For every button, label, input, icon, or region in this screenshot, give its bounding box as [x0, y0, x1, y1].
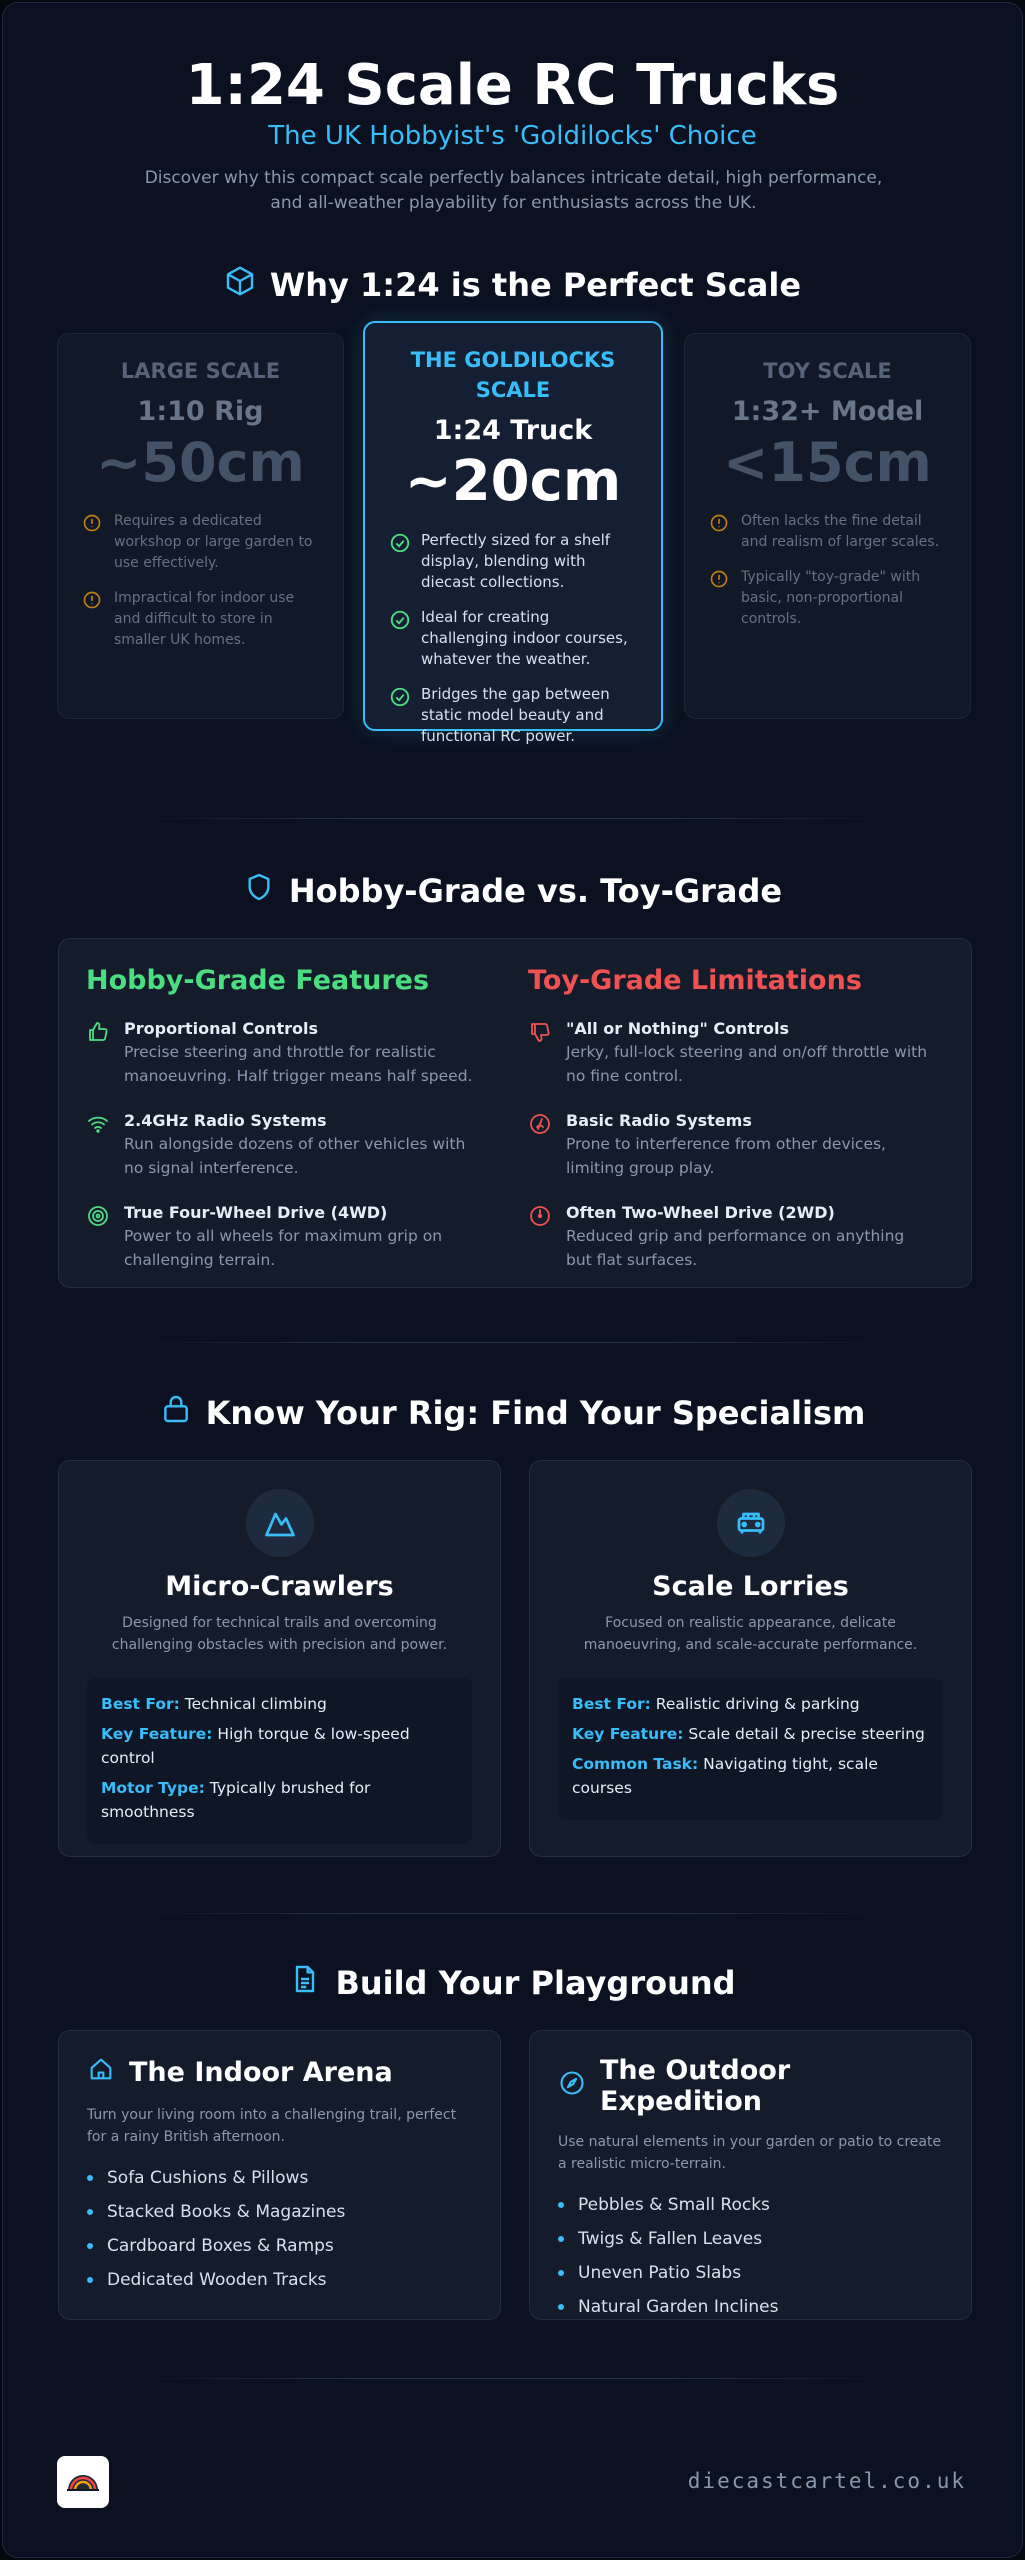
scale-model: 1:24 Truck — [433, 415, 593, 446]
hobby-grade-column — [86, 965, 486, 1294]
scale-size: ~20cm — [404, 449, 622, 514]
page-title: 1:24 Scale RC Trucks — [185, 53, 840, 118]
scale-card-large — [57, 333, 344, 719]
spec-row: Best For: Realistic driving & parking — [572, 1695, 860, 1713]
list-item: Bridges the gap between static model beauty and functional RC power. — [389, 684, 637, 747]
list-item: Requires a dedicated workshop or large garden to use effectively. — [82, 511, 319, 574]
check-circle-icon — [389, 684, 411, 747]
check-circle-icon — [389, 530, 411, 593]
warning-icon — [82, 511, 104, 574]
rig-card-scale-lorries — [529, 1460, 972, 1857]
play-title: The Outdoor Expedition — [600, 2055, 791, 2117]
list-item: Stacked Books & Magazines — [87, 2200, 472, 2224]
play-card-outdoor — [529, 2030, 972, 2320]
list-item: Sofa Cushions & Pillows — [87, 2166, 472, 2190]
section-title: Hobby-Grade vs. Toy-Grade — [288, 872, 783, 910]
section-title: Build Your Playground — [335, 1964, 736, 2002]
mountain-icon — [246, 1489, 314, 1557]
divider — [133, 1913, 894, 1914]
list-item: Dedicated Wooden Tracks — [87, 2268, 472, 2292]
scale-model: 1:10 Rig — [137, 396, 264, 427]
list-item: Cardboard Boxes & Ramps — [87, 2234, 472, 2258]
comparison-panel — [58, 938, 972, 1288]
divider — [133, 2378, 894, 2379]
play-section-heading — [3, 1963, 1022, 2003]
list-item: Impractical for indoor use and difficult to store in smaller UK homes. — [82, 588, 319, 651]
divider — [133, 1342, 894, 1343]
gauge-icon — [528, 1202, 552, 1272]
rig-title: Micro-Crawlers — [165, 1571, 394, 1602]
scale-card-toy — [684, 333, 971, 719]
site-url[interactable]: diecastcartel.co.uk — [687, 2469, 966, 2493]
list-item: Twigs & Fallen Leaves — [558, 2227, 943, 2251]
list-item: Often lacks the fine detail and realism of larger scales. — [709, 511, 946, 553]
infographic-page — [2, 2, 1023, 2558]
spec-row: Key Feature: Scale detail & precise steering — [572, 1725, 925, 1743]
warning-icon — [709, 511, 731, 553]
thumbs-down-icon — [528, 1018, 552, 1088]
scale-size: ~50cm — [96, 431, 305, 494]
home-icon — [87, 2055, 115, 2090]
play-card-indoor — [58, 2030, 501, 2320]
rig-title: Scale Lorries — [652, 1571, 849, 1602]
play-title: The Indoor Arena — [129, 2057, 393, 2088]
feature-item: Basic Radio Systems Prone to interference from other devices, limiting group play. — [528, 1110, 928, 1180]
scale-label: THE GOLDILOCKS SCALE — [410, 348, 616, 402]
divider — [133, 818, 894, 819]
list-item: Uneven Patio Slabs — [558, 2261, 943, 2285]
rig-card-micro-crawlers — [58, 1460, 501, 1857]
thumbs-up-icon — [86, 1018, 110, 1088]
rig-description: Focused on realistic appearance, delicate manoeuvring, and scale-accurate performance. — [583, 1615, 918, 1653]
target-icon — [86, 1202, 110, 1272]
list-item: Ideal for creating challenging indoor courses, whatever the weather. — [389, 607, 637, 670]
scale-label: TOY SCALE — [763, 359, 892, 383]
feature-item: 2.4GHz Radio Systems Run alongside dozens of other vehicles with no signal interference. — [86, 1110, 486, 1180]
warning-icon — [709, 567, 731, 630]
column-title: Hobby-Grade Features — [86, 965, 430, 996]
feature-item: Often Two-Wheel Drive (2WD) Reduced grip and performance on anything but flat surfaces. — [528, 1202, 928, 1272]
intro-text: Discover why this compact scale perfectly balances intricate detail, high performance, and all-weather playability for enthusiasts across the UK. — [144, 168, 883, 213]
warning-icon — [82, 588, 104, 651]
compass-icon — [558, 2069, 586, 2104]
spec-row: Common Task: Navigating tight, scale courses — [572, 1755, 878, 1797]
scale-size: <15cm — [723, 431, 932, 494]
feature-item: "All or Nothing" Controls Jerky, full-lock steering and on/off throttle with no fine control. — [528, 1018, 928, 1088]
check-circle-icon — [389, 607, 411, 670]
list-item: Typically "toy-grade" with basic, non-proportional controls. — [709, 567, 946, 630]
diecast-cartel-logo[interactable] — [57, 2456, 109, 2508]
spec-row: Best For: Technical climbing — [101, 1695, 327, 1713]
rig-specs — [558, 1678, 943, 1820]
play-description: Use natural elements in your garden or patio to create a realistic micro-terrain. — [558, 2134, 942, 2172]
list-item: Natural Garden Inclines — [558, 2295, 943, 2319]
toy-grade-column — [528, 965, 928, 1294]
list-item: Perfectly sized for a shelf display, blending with diecast collections. — [389, 530, 637, 593]
truck-icon — [717, 1489, 785, 1557]
compare-section-heading — [3, 871, 1022, 911]
signal-blocked-icon — [528, 1110, 552, 1180]
shield-icon — [243, 871, 275, 911]
document-icon — [289, 1963, 321, 2003]
rig-description: Designed for technical trails and overcoming challenging obstacles with precision and power. — [111, 1615, 448, 1653]
feature-item: Proportional Controls Precise steering and throttle for realistic manoeuvring. Half trigger means half speed. — [86, 1018, 486, 1088]
page-subtitle: The UK Hobbyist's 'Goldilocks' Choice — [268, 121, 757, 151]
play-description: Turn your living room into a challenging trail, perfect for a rainy British afternoon. — [87, 2107, 457, 2145]
section-title: Know Your Rig: Find Your Specialism — [205, 1394, 866, 1432]
spec-row: Motor Type: Typically brushed for smoothness — [101, 1779, 371, 1821]
lock-icon — [160, 1393, 192, 1433]
rig-specs — [87, 1678, 472, 1844]
wifi-icon — [86, 1110, 110, 1180]
rig-section-heading — [3, 1393, 1022, 1433]
scale-model: 1:32+ Model — [731, 396, 924, 427]
cube-icon — [224, 265, 256, 305]
list-item: Pebbles & Small Rocks — [558, 2193, 943, 2217]
section-title: Why 1:24 is the Perfect Scale — [269, 266, 802, 304]
scale-section-heading — [3, 265, 1022, 305]
scale-label: LARGE SCALE — [120, 359, 281, 383]
spec-row: Key Feature: High torque & low-speed control — [101, 1725, 410, 1767]
column-title: Toy-Grade Limitations — [528, 965, 862, 996]
scale-card-goldilocks — [363, 321, 663, 745]
feature-item: True Four-Wheel Drive (4WD) Power to all wheels for maximum grip on challenging terrain. — [86, 1202, 486, 1272]
